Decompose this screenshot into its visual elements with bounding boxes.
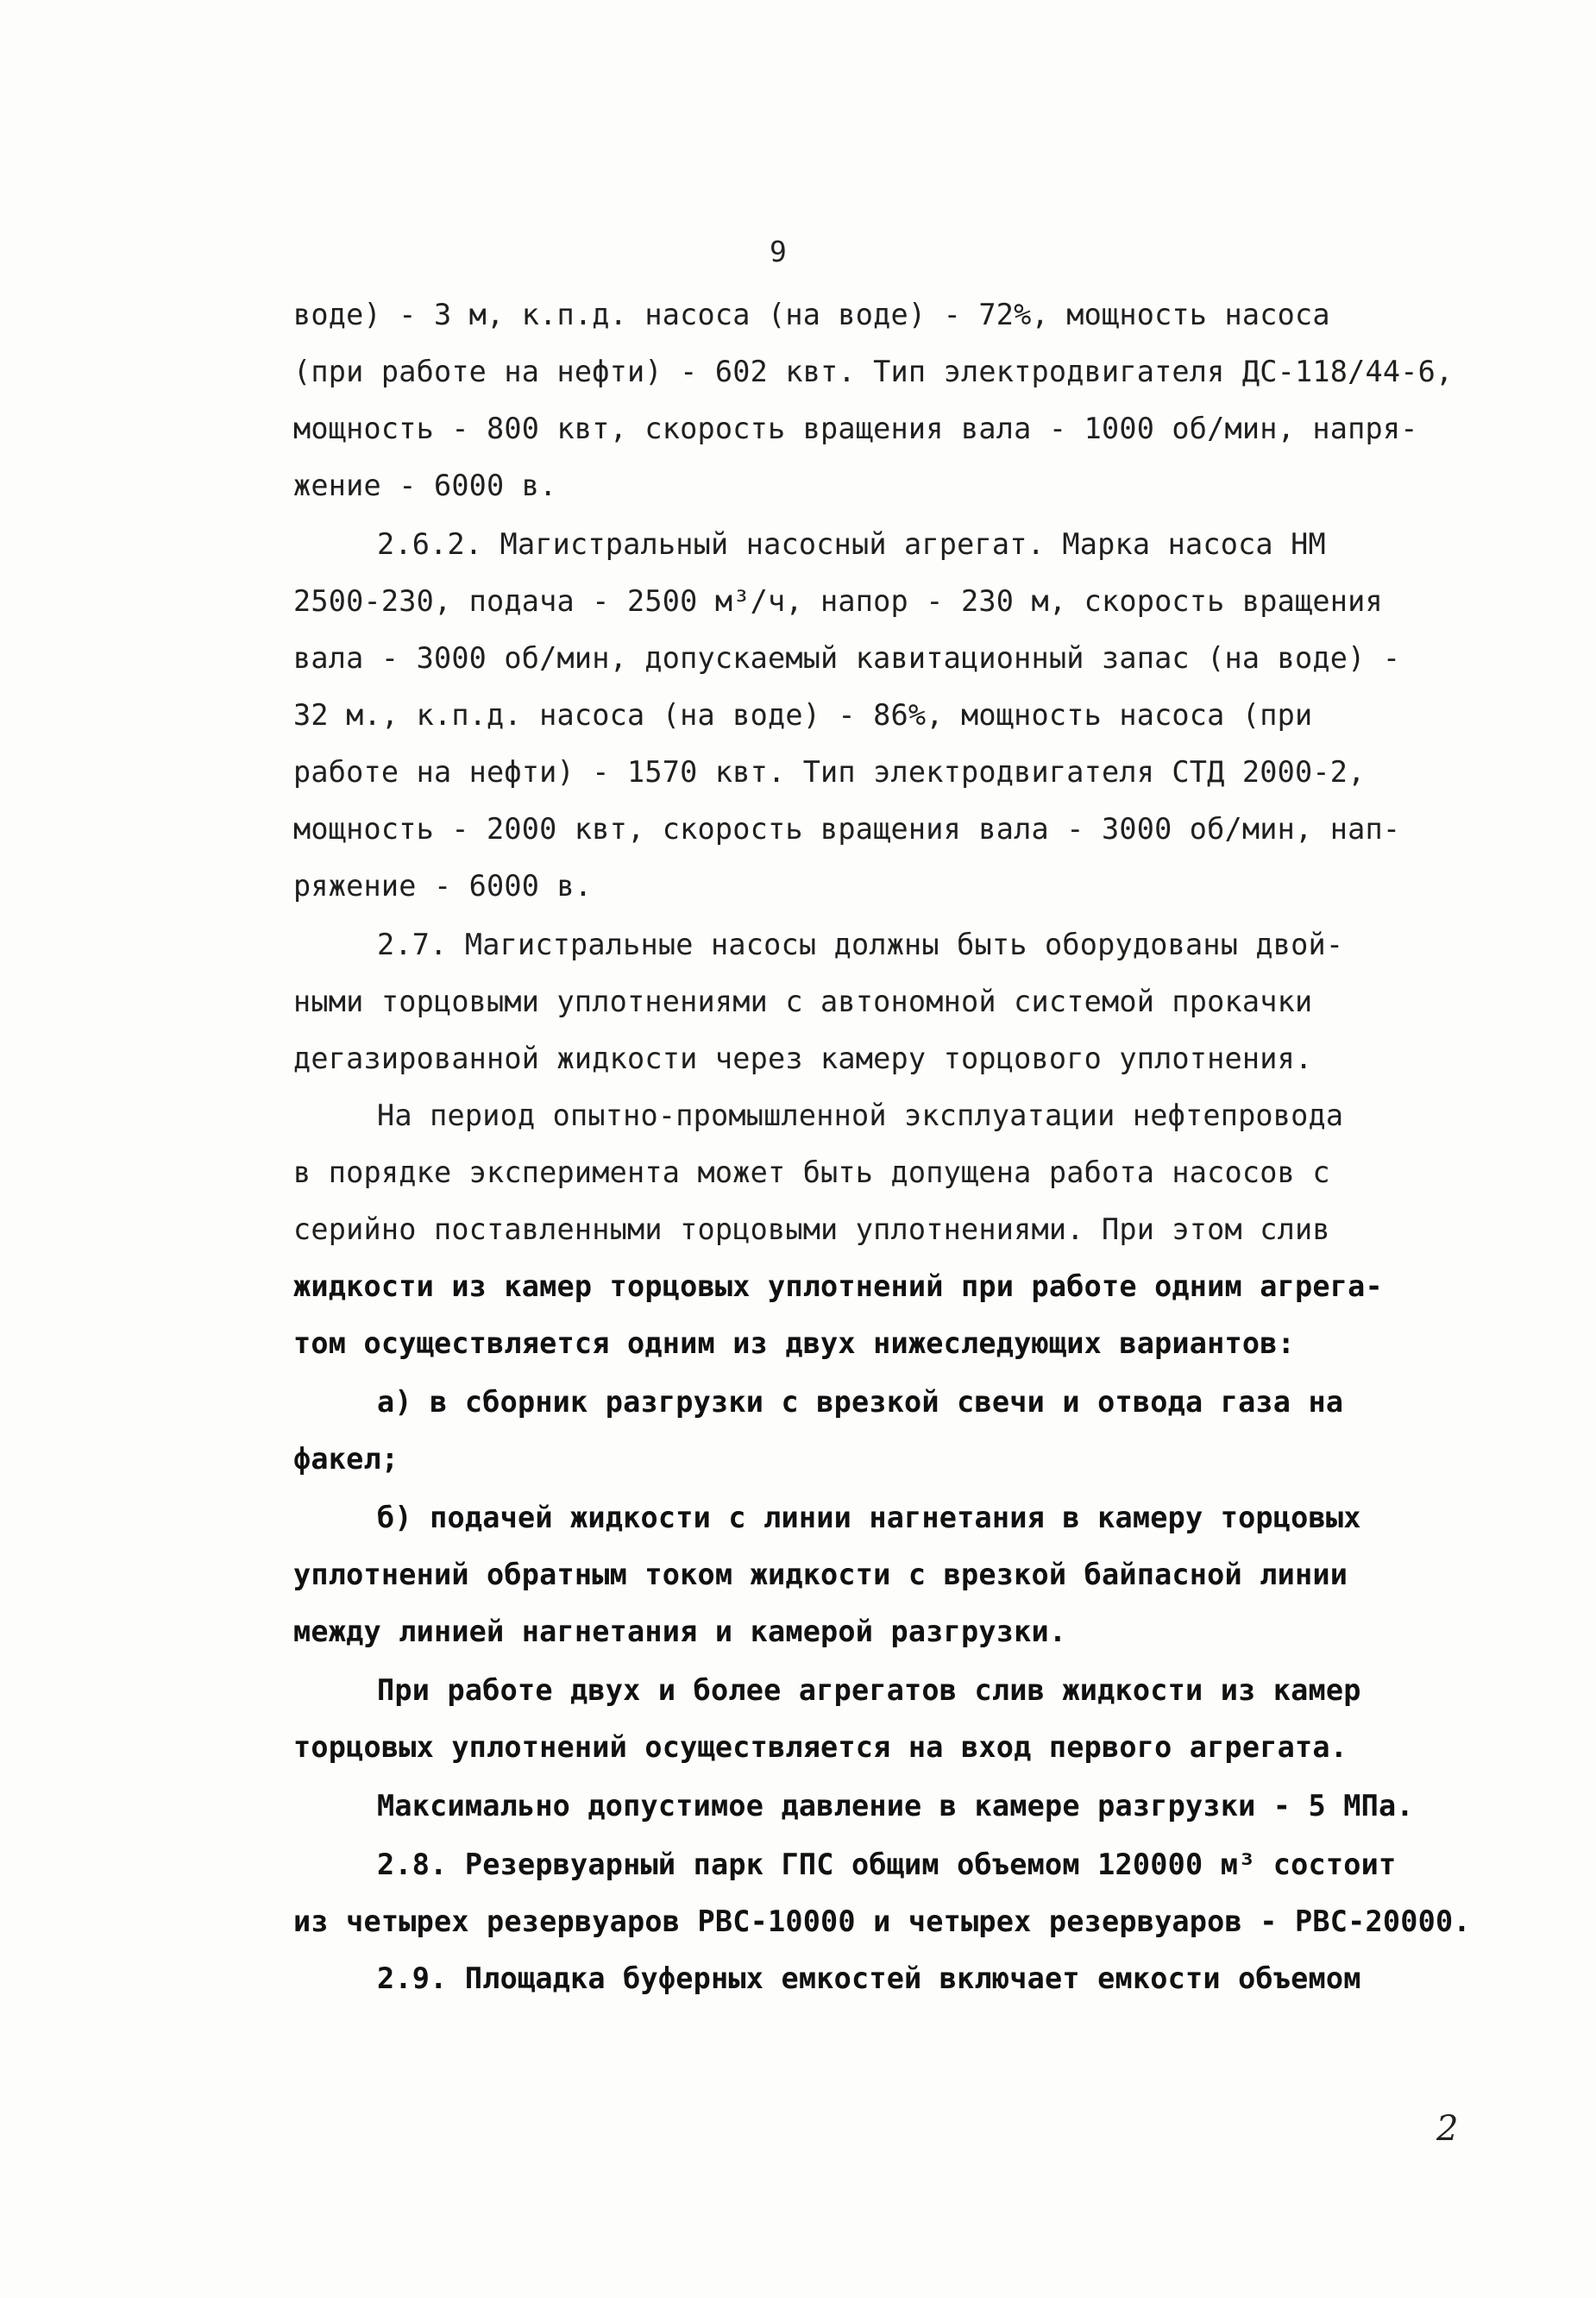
text-line: из четырех резервуаров РВС-10000 и четырех резервуаров - РВС-20000. (293, 1905, 1471, 1938)
text-line: (при работе на нефти) - 602 квт. Тип электродвигателя ДС-118/44-6, (293, 355, 1454, 388)
text-line: в порядке эксперимента может быть допущена работа насосов с (293, 1155, 1330, 1189)
text-line: ряжение - 6000 в. (293, 869, 593, 903)
page-number: 9 (770, 235, 787, 268)
text-line: 2500-230, подача - 2500 м³/ч, напор - 230 м, скорость вращения (293, 584, 1383, 618)
text-line: мощность - 800 квт, скорость вращения вала - 1000 об/мин, напря- (293, 412, 1418, 445)
text-line: Максимально допустимое давление в камере разгрузки - 5 МПа. (377, 1789, 1414, 1823)
text-line: уплотнений обратным током жидкости с врезкой байпасной линии (293, 1558, 1348, 1591)
text-line: а) в сборник разгрузки с врезкой свечи и отвода газа на (377, 1385, 1344, 1419)
handwritten-page-mark: 2 (1436, 2109, 1459, 2149)
text-line: факел; (293, 1442, 399, 1476)
text-line: жидкости из камер торцовых уплотнений при работе одним агрега- (293, 1269, 1383, 1303)
text-line: 2.7. Магистральные насосы должны быть оборудованы двой- (377, 928, 1344, 961)
text-line: работе на нефти) - 1570 квт. Тип электродвигателя СТД 2000-2, (293, 755, 1366, 789)
text-line: При работе двух и более агрегатов слив жидкости из камер (377, 1673, 1361, 1707)
text-line: 2.9. Площадка буферных емкостей включает емкости объемом (377, 1961, 1361, 1995)
text-line: б) подачей жидкости с линии нагнетания в камеру торцовых (377, 1501, 1361, 1534)
text-line: ными торцовыми уплотнениями с автономной системой прокачки (293, 985, 1313, 1018)
text-line: жение - 6000 в. (293, 469, 557, 502)
text-line: На период опытно-промышленной эксплуатации нефтепровода (377, 1099, 1344, 1132)
text-line: 2.8. Резервуарный парк ГПС общим объемом 120000 м³ состоит (377, 1848, 1397, 1881)
text-line: воде) - 3 м, к.п.д. насоса (на воде) - 72%, мощность насоса (293, 298, 1330, 331)
text-line: 2.6.2. Магистральный насосный агрегат. Марка насоса НМ (377, 527, 1326, 561)
text-line: торцовых уплотнений осуществляется на вход первого агрегата. (293, 1730, 1348, 1764)
text-line: вала - 3000 об/мин, допускаемый кавитационный запас (на воде) - (293, 641, 1401, 675)
text-line: дегазированной жидкости через камеру торцового уплотнения. (293, 1042, 1313, 1075)
text-line: том осуществляется одним из двух нижеследующих вариантов: (293, 1326, 1296, 1360)
text-line: серийно поставленными торцовыми уплотнениями. При этом слив (293, 1212, 1330, 1246)
text-line: мощность - 2000 квт, скорость вращения вала - 3000 об/мин, нап- (293, 812, 1401, 846)
text-line: между линией нагнетания и камерой разгрузки. (293, 1615, 1067, 1648)
text-line: 32 м., к.п.д. насоса (на воде) - 86%, мощность насоса (при (293, 698, 1313, 732)
